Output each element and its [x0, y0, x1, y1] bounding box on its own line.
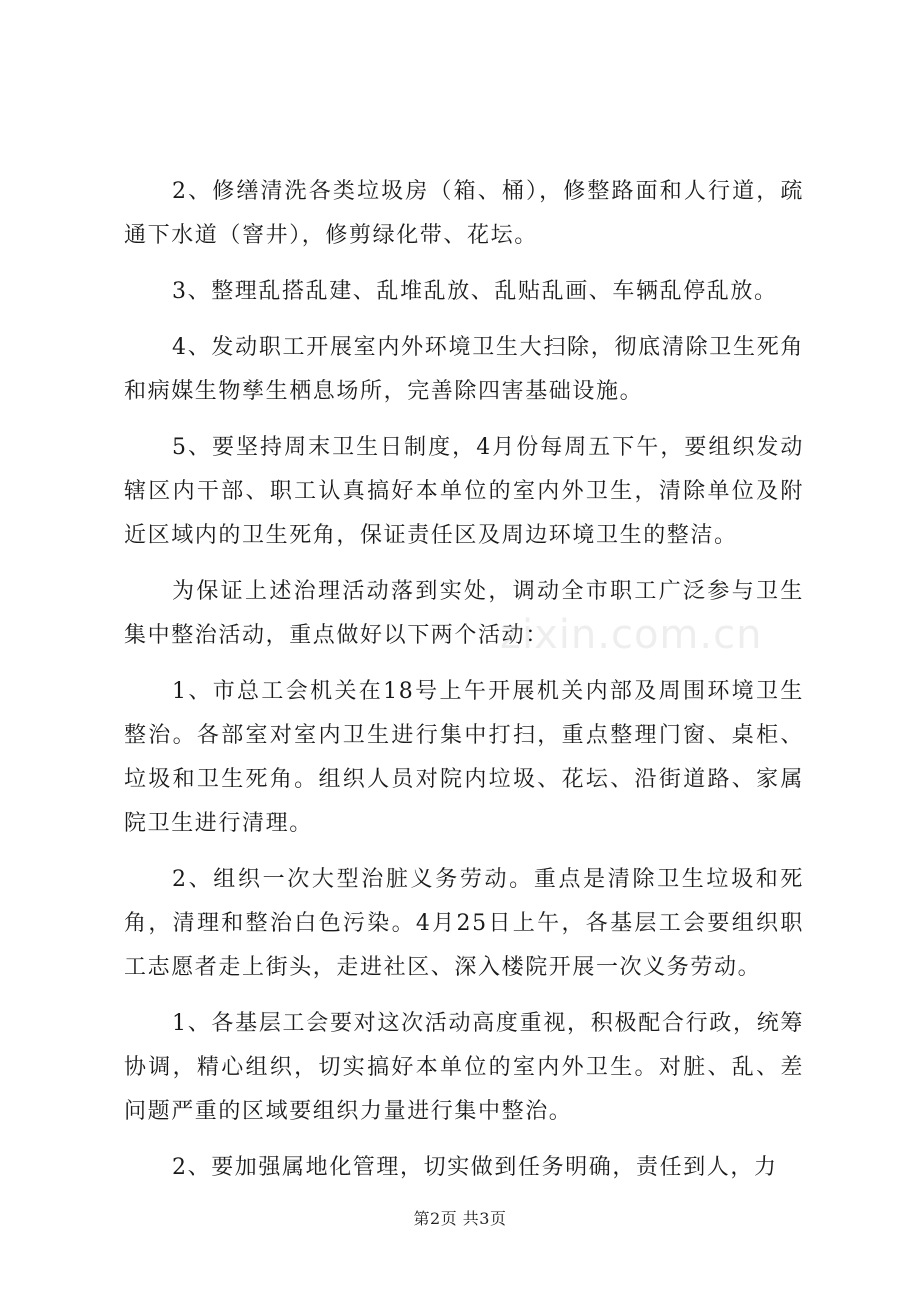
paragraph: 2、要加强属地化管理，切实做到任务明确，责任到人，力	[172, 1155, 778, 1180]
paragraph: 为保证上述治理活动落到实处，调动全市职工广泛参与卫生集中整治活动，重点做好以下两个活动：	[124, 579, 804, 648]
document-body	[124, 170, 804, 1202]
watermark: zixin.com.cn	[500, 612, 763, 658]
paragraph: 3、整理乱搭乱建、乱堆乱放、乱贴乱画、车辆乱停乱放。	[172, 279, 778, 304]
paragraph: 1、市总工会机关在18号上午开展机关内部及周围环境卫生整治。各部室对室内卫生进行集中打扫，重点整理门窗、桌柜、垃圾和卫生死角。组织人员对院内垃圾、花坛、沿街道路、家属院卫生进行清理。	[124, 679, 804, 836]
paragraph: 2、修缮清洗各类垃圾房（箱、桶），修整路面和人行道，疏通下水道（窨井），修剪绿化带、花坛。	[124, 179, 804, 248]
paragraph: 2、组织一次大型治脏义务劳动。重点是清除卫生垃圾和死角，清理和整治白色污染。4月25日上午，各基层工会要组织职工志愿者走上街头，走进社区、深入楼院开展一次义务劳动。	[124, 867, 804, 980]
paragraph: 1、各基层工会要对这次活动高度重视，积极配合行政，统筹协调，精心组织，切实搞好本单位的室内外卫生。对脏、乱、差问题严重的区域要组织力量进行集中整治。	[124, 1011, 804, 1124]
paragraph: 5、要坚持周末卫生日制度，4月份每周五下午，要组织发动辖区内干部、职工认真搞好本单位的室内外卫生，清除单位及附近区域内的卫生死角，保证责任区及周边环境卫生的整洁。	[124, 435, 804, 548]
page-footer: 第2页 共3页	[413, 1209, 507, 1228]
paragraph: 4、发动职工开展室内外环境卫生大扫除，彻底清除卫生死角和病媒生物孳生栖息场所，完善除四害基础设施。	[124, 335, 804, 404]
